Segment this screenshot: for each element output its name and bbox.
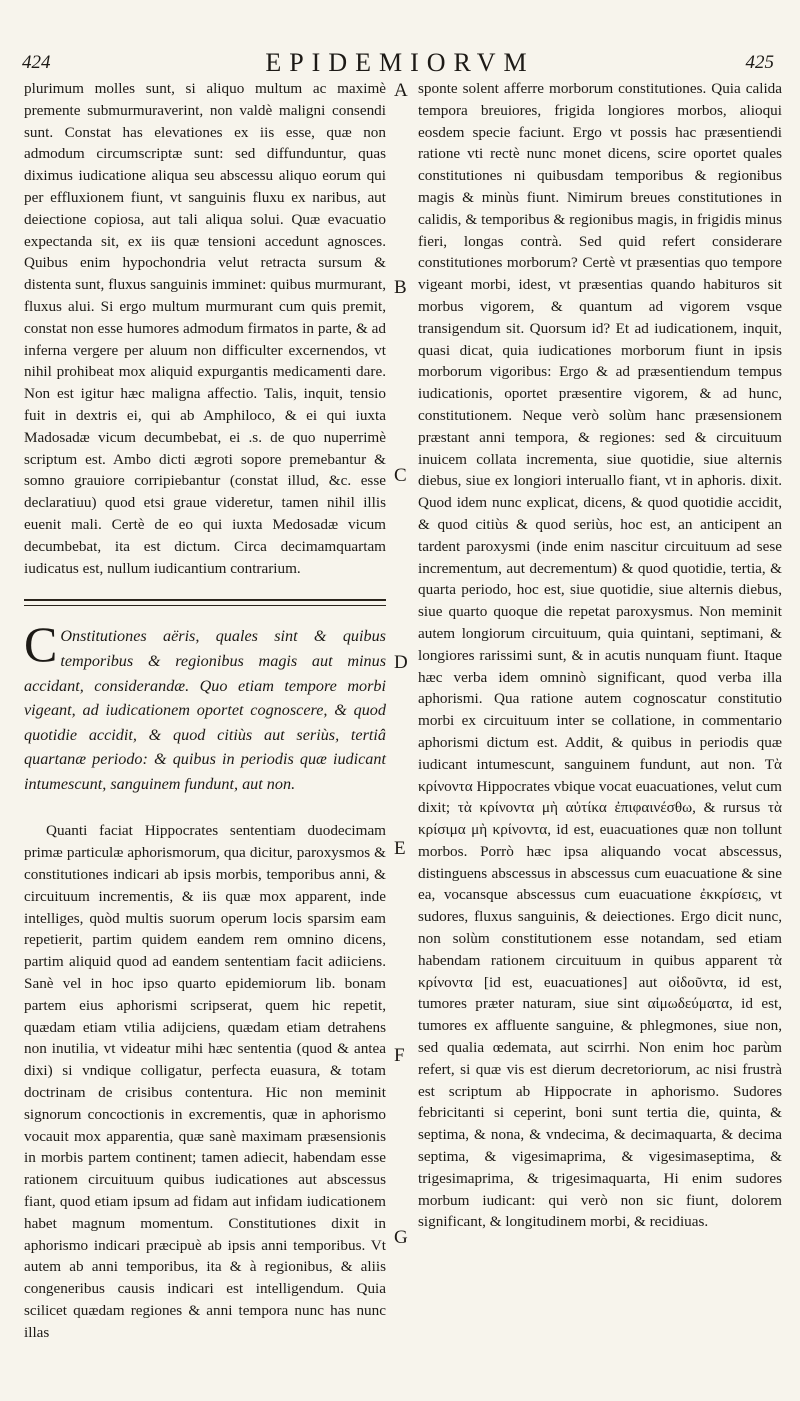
margin-letter-f: F (394, 1045, 405, 1066)
commentary-top: plurimum molles sunt, si aliquo multum ac maximè premente submurmuraverint, non valdè maligni consendi sunt. Constat has elevationes ex iis esse, quæ non admodum circumscriptæ sunt: sed diffunduntur, quas diximus iudicatione aliqua seu abscessu aliquo eorum qui per effluxionem fiunt, vt sanguinis fluxu ex naribus, aut deiectione copiosa, aut tali aliqua solui. Quæ evacuatio expectanda sit, ex iis quæ tensioni accedunt agnosces. Quibus enim hypochondria velut retracta sursum & distenta sunt, fluxus sanguinis imminet: quibus murmurant, fluxus alui. Si ergo multum murmurant cum quis premit, constat non esse humores admodum firmatos in parte, & ad inferna vergere per aluum non difficulter excernendos, vt nihil prohibeat mox aliquid expurgantis medicamenti dare. Non est igitur hæc maligna affectio. Talis, inquit, tensio fuit in dextris ei, qui ab Amphiloco, & ei qui iuxta Madosadæ vicum decumbebat, ei .s. de quo nuperrimè scriptum est. Ambo dicti ægroti sopore premebantur & somno grauiore corripiebantur (constat illud, &c. esse declaratiuu) quod etsi graue videretur, tamen nihil illis euenit mali. Certè de eo qui iuxta Medosadæ vicum decumbebat, ita est dictum. Circa decimamquartam iudicatus est, nullum iudicantium contrarium. (24, 80, 386, 577)
margin-letter-a: A (394, 80, 408, 101)
right-column (418, 78, 782, 1233)
margin-letter-b: B (394, 277, 407, 298)
summary-text: Onstitutiones aëris, quales sint & quibus temporibus & regionibus magis aut minus accidant, considerandæ. Quo etiam tempore morbi vigeant, ad iudicationem oportet cognoscere, & quod quotidie accidit, & quod citiùs aut seriùs, tertiâ quartanæ periodo: & quibus in periodis quæ iudicant intumescunt, sanguinem fundunt, aut non. (24, 627, 386, 793)
commentary-bottom: Quanti faciat Hippocrates sententiam duodecimam primæ particulæ aphorismorum, qua dicitur, paroxysmos & constitutiones indicari ab ipsis morbis, temporibus anni, & circuituum incrementis, & iis quæ mox apparent, inde intelliges, quòd multis suorum operum locis sparsim eam repetierit, partim quidem eandem rem omnino dicens, partim aliquid quod ad eandem sententiam facit adiiciens. Sanè vel in hoc ipso quarto epidemiorum lib. bonam partem eius aphorismi scripserat, quem hic repetit, quædam etiam vtilia adijciens, quædam etiam detrahens non inutilia, vt videatur mihi hæc sententia (quod & antea dixi) si vndique colligatur, perfecta euasura, & totam doctrinam de crisibus contentura. Hic non meminit signorum concoctionis in excrementis, quæ in aphorismo vocauit mox apparentia, quæ sanè maximam præsensionis in morbis partem continent; tamen adiecit, habendam esse rationem circuituum quibus iudicationes aut abscessus fiant, quod etiam ipsum ad fidam aut infidam iudicationem habet magnum momentum. Constitutiones dixit in aphorismo indicari præcipuè ab ipsis anni temporibus. Vt autem ab anni temporibus, ita & à regionibus, & aliis congeneribus causis indicari est intelligendum. Quia scilicet quædam regiones & anni tempora nunc has nunc illas (24, 822, 386, 1341)
commentary-right: sponte solent afferre morborum constitutiones. Quia calida tempora breuiores, frigida longiores morbos, alioqui eosdem specie faciunt. Ergo vt possis hac præsentiendi ratione vti rectè nunc monet dicens, scire oportet quales constitutiones ni quibusdam temporibus & regionibus magis & minùs fiunt. Nimirum breues constitutiones in calidis, & temporibus & regionibus magis, in frigidis minus fieri, longas contrà. Sed quid refert considerare constitutiones morborum? Certè vt præsentias quo tempore vigeant morbi, idest, vt præsentias quando habituros sit morbus vigorem, & quantum ad vigorem vsque transigendum sit. Quorsum id? Et ad iudicationem, inquit, quasi dicat, quia iudicationes morborum fiunt in ipsis morborum vigoribus: Ergo & ad præsentiendum tempus iudicationis, oportet præsentire vigorem, & ad hunc, constitutionem. Neque verò solùm hanc præsensionem præstant anni tempora, & regiones: sed & circuituum inuicem collata incrementa, siue quotidie, siue alternis diebus, siue ex longiori interuallo fiant, vt in aphoris. dixit. Quod idem nunc explicat, dicens, & quod quotidie accidit, & quod citiùs & quod seriùs, hoc est, an anticipent an tardent paroxysmi (inde enim nascitur circuituum ad sese incrementum, aut decrementum) & quod quotidie, tertia, & quarta periodo, hoc est, siue quotidie, siue alternis diebus, siue quarto quoque die repetat paroxysmus. Non meminit autem longiorum circuituum, quia quintani, septimani, & longiores rarissimi sunt, & in acutis nunquam fiunt. Itaque hæc verba idem omninò significant, quod verba illa aphorismi. Qua ratione autem cognoscatur constitutio morbi ex circuituum inter se collatione, in commentario aphorismi dictum est. Addit, & quibus in periodis quæ iudicant intumescunt, sanguinem fundunt, aut non. Τὰ κρίνοντα Hippocrates vbique vocat euacuationes, velut cum dixit; τὰ κρίνοντα μὴ αὐτίκα ἐπιφαινέσθω, & rursus τὰ κρίσιμα μὴ κρίνοντα, id est, euacuationes quæ non tollunt morbos. Porrò hæc ipsa aliquando vocat abscessus, distinguens abscessus in abscessus cum euacuatione & sine ea, vocansque abscessus cum euacuatione ἐκκρίσεις, vt sudores, fluxus sanguinis, & deiectiones. Ergo dicit nunc, non solùm constitutionem esse notandam, sed etiam habendam rationem circuituum in quibus apparent τὰ κρίνοντα [id est, euacuationes] aut οἰδοῦντα, id est, tumores præter naturam, siue sint αἱμωδεύματα, id est, tumores ex affluente sanguine, & phlegmones, siue non, sed qualia œdemata, aut scirrhi. Non enim hoc parùm refert, si quæ vis est dierum decretoriorum, ac nisi frustrà est scriptum ab Hippocrate in aphorismo. Sudores febricitanti si ceperint, boni sunt tertia die, quinta, & septima, & nona, & vndecima, & decimaquarta, & decima septima, & vigesimaprima, & vigesimaseptima, & trigesimaprima, & trigesimaquarta, Hi enim sudores morbum iudicant: qui verò non sic fiunt, dolorem significant, & longitudinem morbi, & recidiuas. (418, 80, 782, 1231)
running-head (0, 48, 800, 80)
page-number-left: 424 (22, 52, 51, 73)
left-column (24, 78, 386, 1344)
section-divider (24, 599, 386, 606)
margin-letter-c: C (394, 465, 407, 486)
margin-letter-e: E (394, 838, 406, 859)
margin-letter-g: G (394, 1227, 408, 1248)
running-title: EPIDEMIORVM (265, 48, 535, 77)
margin-letter-d: D (394, 652, 408, 673)
drop-cap: C (24, 616, 58, 673)
section-summary (24, 616, 386, 796)
page-number-right: 425 (745, 52, 774, 73)
